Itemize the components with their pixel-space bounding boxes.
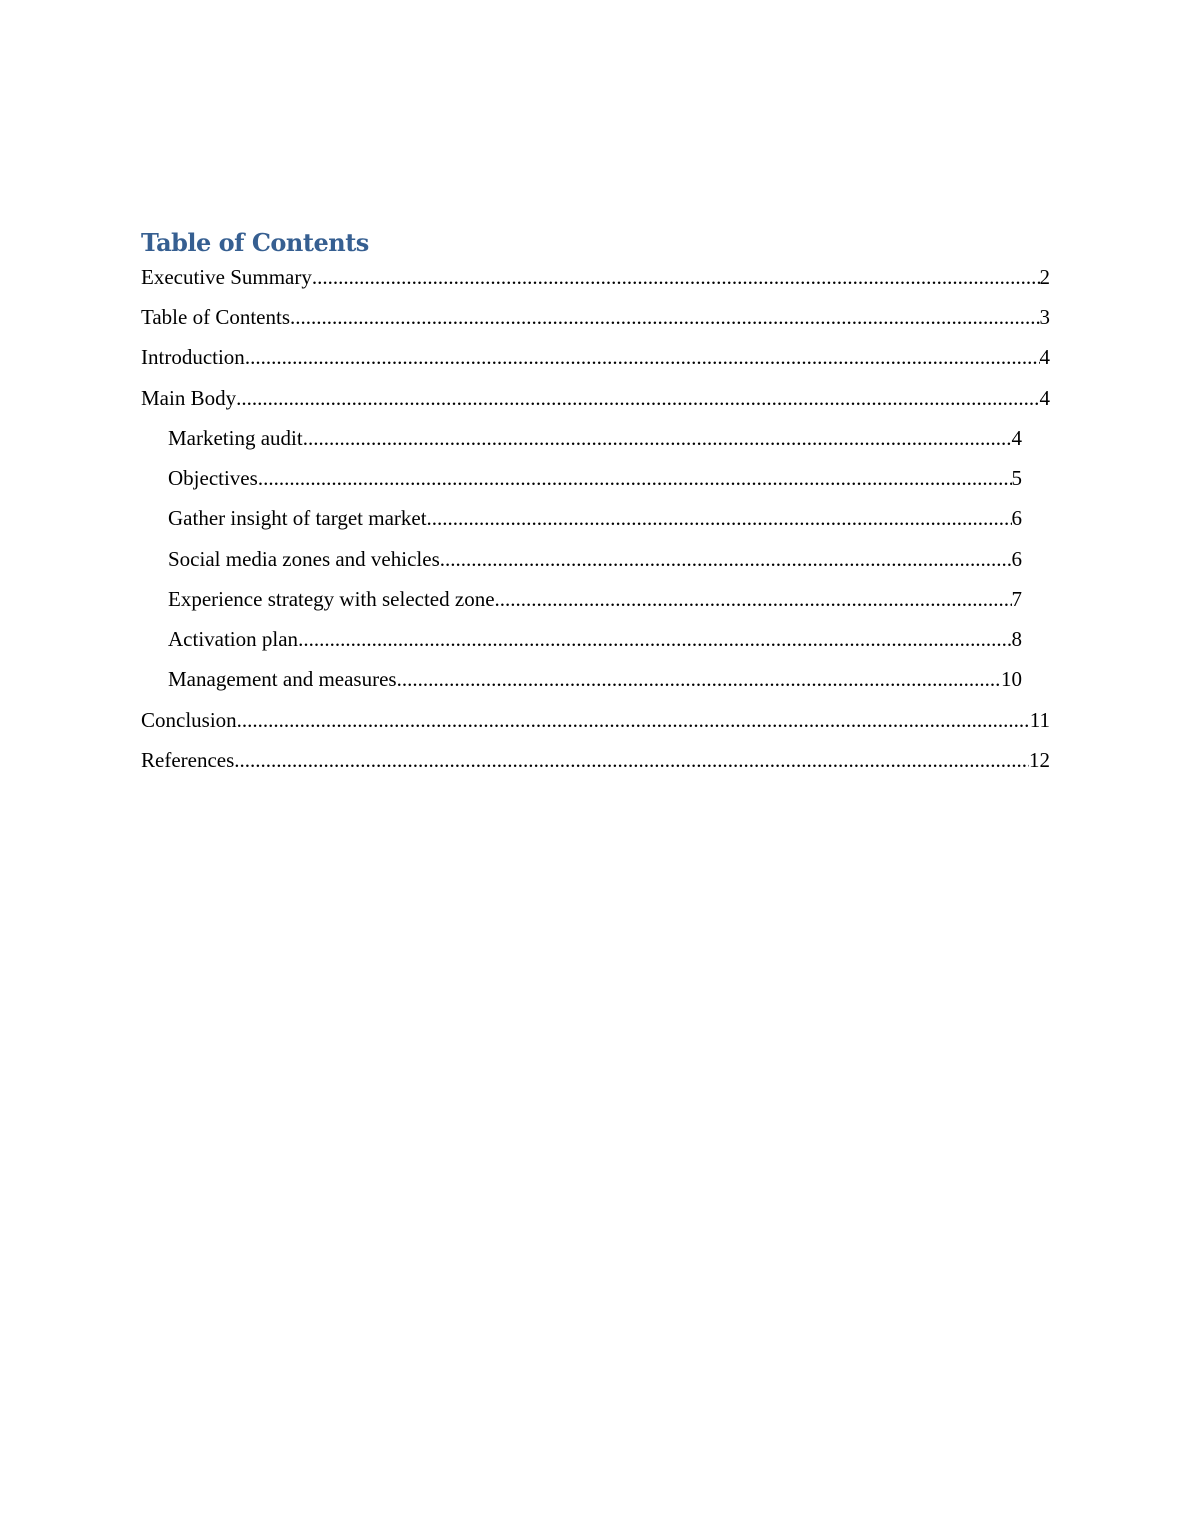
toc-dot-leader [427, 505, 1012, 531]
toc-entry-page-number: 11 [1029, 708, 1050, 732]
toc-entry-management-measures[interactable] [168, 666, 1022, 692]
toc-dot-leader [245, 344, 1040, 370]
toc-dot-leader [236, 385, 1039, 411]
toc-entry-label: References [141, 748, 235, 772]
toc-entry-page-number: 6 [1011, 547, 1022, 571]
toc-entry-page-number: 7 [1011, 587, 1022, 611]
toc-entry-page-number: 4 [1011, 426, 1022, 450]
toc-entry-activation-plan[interactable] [168, 626, 1022, 652]
toc-entry-executive-summary[interactable] [141, 264, 1050, 290]
toc-entry-page-number: 8 [1011, 627, 1022, 651]
toc-entry-page-number: 5 [1011, 466, 1022, 490]
toc-entry-page-number: 3 [1039, 305, 1050, 329]
toc-entry-label: Experience strategy with selected zone [168, 587, 495, 611]
toc-dot-leader [234, 747, 1029, 773]
toc-entry-introduction[interactable] [141, 344, 1050, 370]
toc-dot-leader [495, 586, 1012, 612]
toc-dot-leader [258, 465, 1012, 491]
toc-entry-conclusion[interactable] [141, 707, 1050, 733]
toc-entry-label: Conclusion [141, 708, 237, 732]
toc-entry-label: Executive Summary [141, 265, 312, 289]
toc-entry-label: Table of Contents [141, 305, 290, 329]
toc-entry-page-number: 6 [1011, 506, 1022, 530]
toc-entry-page-number: 10 [1001, 667, 1022, 691]
toc-entry-page-number: 12 [1029, 748, 1050, 772]
toc-entry-table-of-contents[interactable] [141, 304, 1050, 330]
toc-entry-references[interactable] [141, 747, 1050, 773]
toc-entry-label: Social media zones and vehicles [168, 547, 440, 571]
toc-entry-label: Gather insight of target market [168, 506, 427, 530]
toc-dot-leader [397, 666, 1001, 692]
toc-entry-page-number: 4 [1039, 386, 1050, 410]
toc-entry-page-number: 4 [1039, 345, 1050, 369]
toc-dot-leader [312, 264, 1040, 290]
toc-entry-label: Objectives [168, 466, 258, 490]
toc-dot-leader [298, 626, 1011, 652]
toc-dot-leader [440, 546, 1012, 572]
toc-entry-main-body[interactable] [141, 385, 1050, 411]
toc-entry-label: Introduction [141, 345, 245, 369]
toc-entry-page-number: 2 [1039, 265, 1050, 289]
toc-entry-objectives[interactable] [168, 465, 1022, 491]
toc-dot-leader [303, 425, 1012, 451]
toc-entry-experience-strategy[interactable] [168, 586, 1022, 612]
toc-entry-label: Management and measures [168, 667, 397, 691]
toc-entry-social-media-zones[interactable] [168, 546, 1022, 572]
toc-dot-leader [237, 707, 1030, 733]
toc-entry-label: Marketing audit [168, 426, 303, 450]
toc-entry-gather-insight[interactable] [168, 505, 1022, 531]
toc-title: Table of Contents [141, 228, 369, 257]
toc-entry-label: Activation plan [168, 627, 299, 651]
toc-dot-leader [290, 304, 1040, 330]
toc-entry-label: Main Body [141, 386, 237, 410]
toc-entry-marketing-audit[interactable] [168, 425, 1022, 451]
